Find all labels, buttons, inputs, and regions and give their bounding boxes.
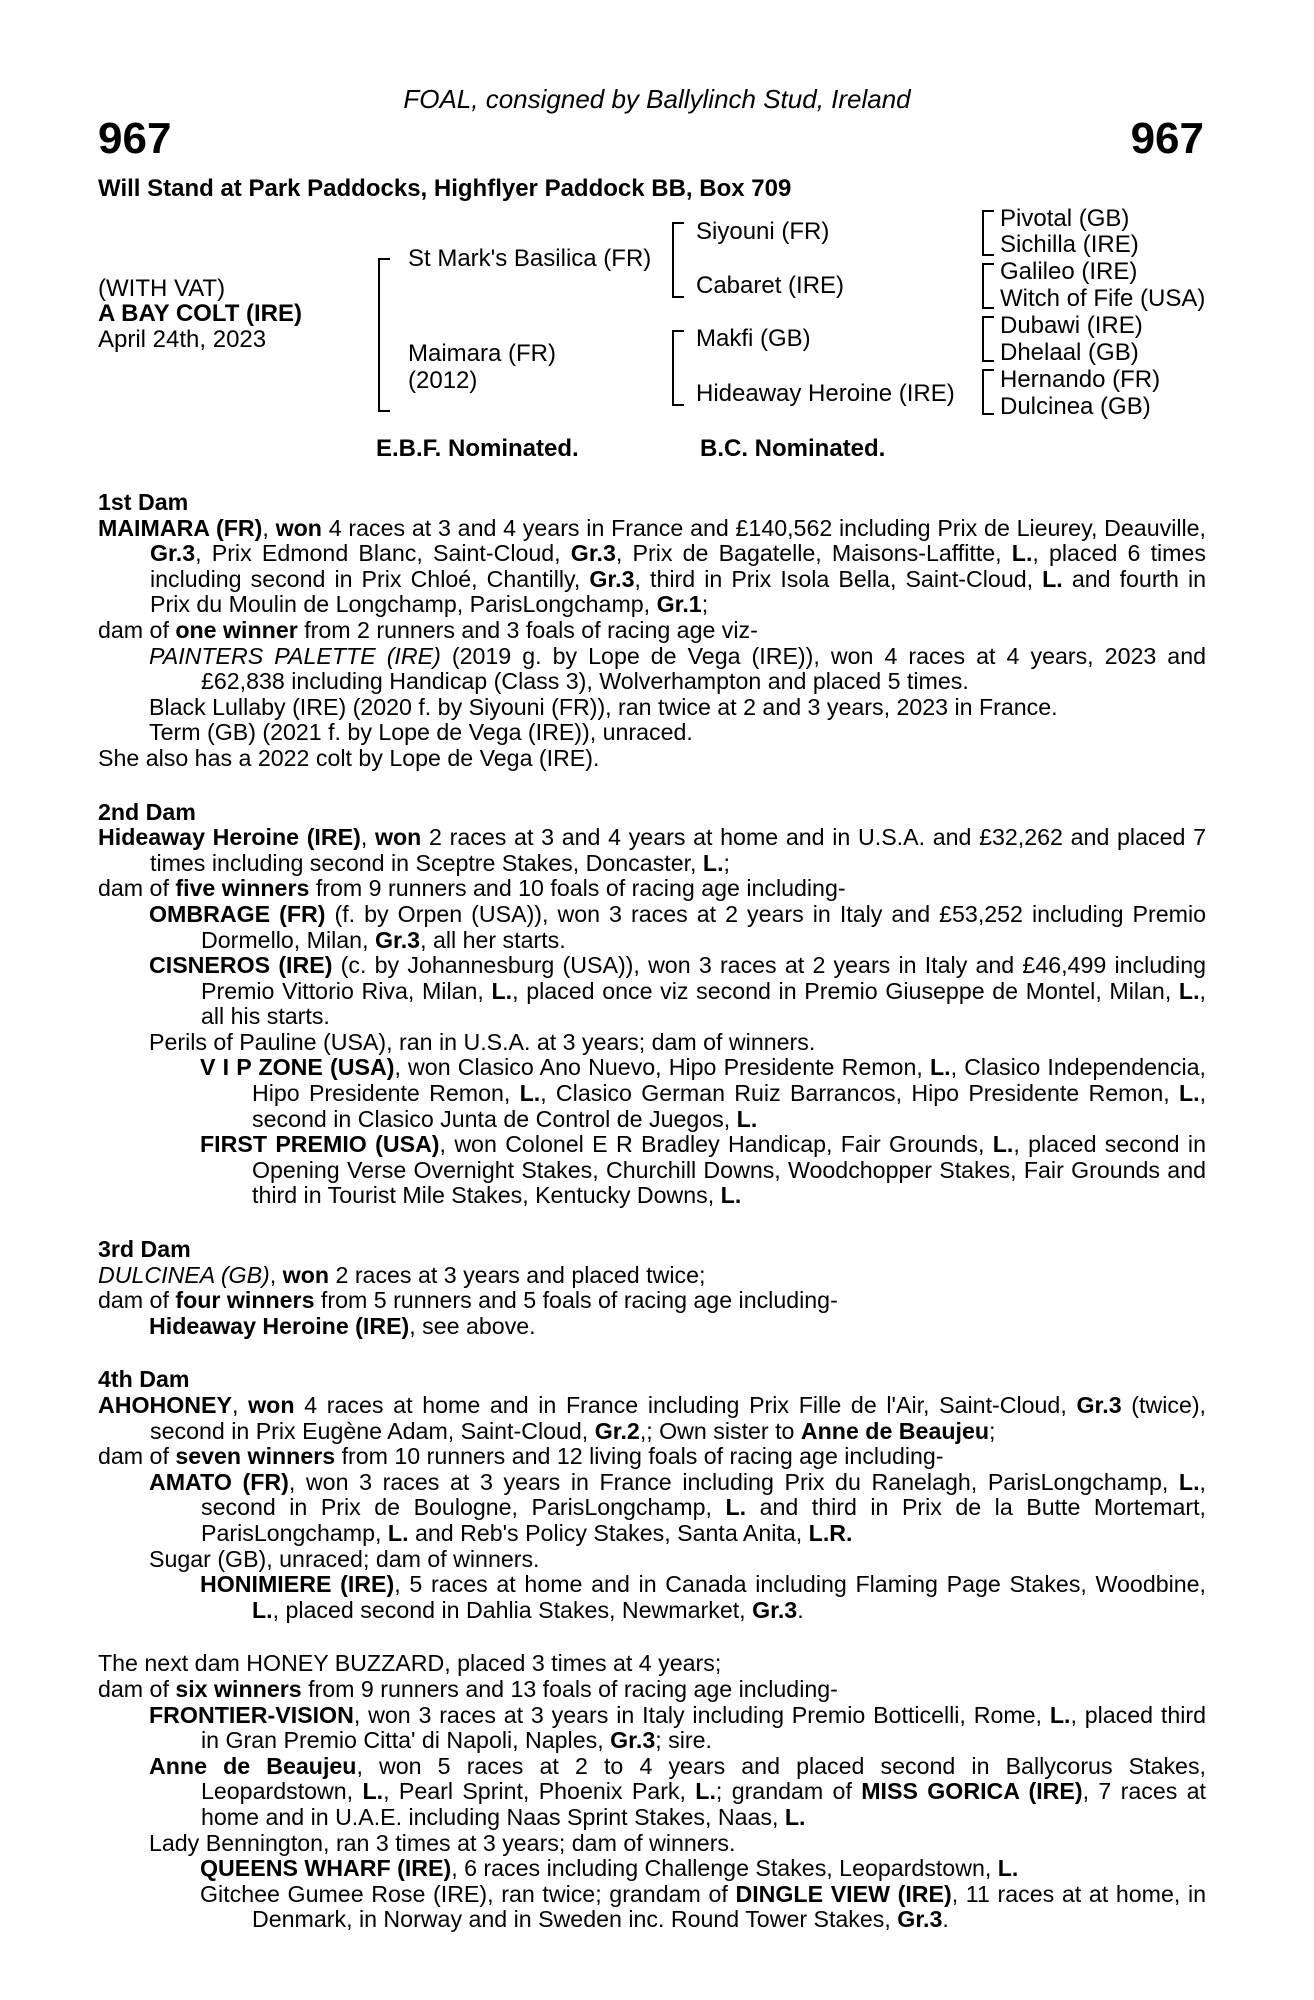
text-run: She also has a 2022 colt by Lope de Vega (IRE). <box>98 744 600 771</box>
catalogue-paragraph <box>98 1470 1206 1547</box>
dam-dam: Hideaway Heroine (IRE) <box>696 380 955 407</box>
catalogue-paragraph <box>98 1754 1206 1831</box>
text-run: from 10 runners and 12 living foals of racing age including- <box>335 1443 944 1470</box>
bold-run: L. <box>992 1131 1014 1158</box>
bold-run: L. <box>695 1778 716 1805</box>
catalogue-paragraph <box>98 1393 1206 1444</box>
text-run: ; <box>723 849 730 876</box>
text-run: (f. by Orpen (USA)), won 3 races at 2 years in Italy and £53,252 including Premio Dormello, Milan, <box>201 900 1206 953</box>
text-run: , placed second in Dahlia Stakes, Newmarket, <box>272 1596 753 1623</box>
catalogue-paragraph <box>98 618 1206 644</box>
consignment-line: FOAL, consigned by Ballylinch Stud, Ireland <box>403 84 911 114</box>
text-run: dam of <box>98 1443 176 1470</box>
dam-year: (2012) <box>408 367 478 394</box>
bold-run: L. <box>1178 977 1200 1004</box>
bold-run: Hideaway Heroine (IRE) <box>149 1312 410 1339</box>
bold-run: FRONTIER-VISION <box>149 1701 354 1728</box>
text-run: 2 races at 3 years and placed twice; <box>329 1261 706 1288</box>
bold-run: L. <box>387 1519 409 1546</box>
catalogue-paragraph <box>98 1055 1206 1132</box>
text-run: from 5 runners and 5 foals of racing age including- <box>314 1287 838 1314</box>
text-run: , won 5 races at 2 to 4 years and placed second in Ballycorus Stakes, Leopardstown, <box>201 1752 1206 1805</box>
text-run: ; sire. <box>655 1727 712 1754</box>
text-run: Perils of Pauline (USA), ran in U.S.A. at 3 years; dam of winners. <box>149 1028 816 1055</box>
text-run: from 9 runners and 13 foals of racing age including- <box>301 1675 838 1702</box>
section-heading: 3rd Dam <box>98 1236 191 1263</box>
catalogue-paragraph <box>98 1547 1206 1573</box>
dam-name: Maimara (FR) <box>408 340 556 367</box>
bold-run: Gr.3 <box>897 1906 943 1933</box>
text-run: , won Clasico Ano Nuevo, Hipo Presidente Remon, <box>394 1054 930 1081</box>
catalogue-paragraph <box>98 1288 1206 1314</box>
bold-run: L. <box>519 1080 541 1107</box>
section-heading: 1st Dam <box>98 489 189 515</box>
lot-number-left: 967 <box>98 114 172 163</box>
text-run: , Clasico Independencia, Hipo Presidente Remon, <box>252 1054 1206 1107</box>
bold-run: AHOHONEY <box>98 1392 232 1418</box>
text-run: , won Colonel E R Bradley Handicap, Fair Grounds, <box>439 1131 993 1158</box>
bold-run: won <box>275 514 322 541</box>
catalogue-paragraph <box>98 1677 1206 1703</box>
text-run: from 9 runners and 10 foals of racing age including- <box>309 875 846 902</box>
sire-name: St Mark's Basilica (FR) <box>408 245 652 272</box>
text-run: Gitchee Gumee Rose (IRE), ran twice; grandam of <box>200 1880 736 1907</box>
bold-run: L. <box>1042 565 1063 592</box>
catalogue-paragraph <box>98 876 1206 902</box>
text-run: , placed once viz second in Premio Giuseppe de Montel, Milan, <box>512 977 1179 1004</box>
catalogue-paragraph <box>98 695 1206 721</box>
catalogue-paragraph <box>98 1882 1206 1933</box>
ebf-nomination: E.B.F. Nominated. <box>376 435 579 462</box>
catalogue-body <box>98 490 1206 1933</box>
text-run: ,; Own sister to <box>639 1417 801 1444</box>
text-run: , <box>232 1392 249 1418</box>
section-heading: 2nd Dam <box>98 798 196 825</box>
sire-dam: Cabaret (IRE) <box>696 272 845 299</box>
catalogue-paragraph <box>98 1856 1206 1882</box>
catalogue-paragraph <box>98 1444 1206 1470</box>
pedigree-brace <box>982 316 994 362</box>
text-run: and third in Prix de la Butte Mortemart, ParisLongchamp, <box>201 1494 1206 1546</box>
text-run: , Pearl Sprint, Phoenix Park, <box>383 1778 696 1805</box>
text-run: Term (GB) (2021 f. by Lope de Vega (IRE)), unraced. <box>149 719 693 746</box>
catalogue-paragraph <box>98 644 1206 695</box>
foaling-date: April 24th, 2023 <box>98 326 267 353</box>
text-run: dam of <box>98 1675 176 1702</box>
text-run: , Clasico German Ruiz Barrancos, Hipo Presidente Remon, <box>540 1080 1179 1107</box>
catalogue-paragraph <box>98 1263 1206 1289</box>
text-run: , see above. <box>409 1312 536 1339</box>
text-run: , won 3 races at 3 years in France including Prix du Ranelagh, ParisLongchamp, <box>288 1468 1179 1495</box>
bold-run: QUEENS WHARF (IRE) <box>200 1855 452 1882</box>
dam-section <box>98 1237 1206 1339</box>
lot-number-right: 967 <box>1130 114 1204 163</box>
bold-run: Gr.3 <box>150 540 196 567</box>
text-run: , placed second in Opening Verse Overnight Stakes, Churchill Downs, Woodchopper Stakes, Fair Grounds and third in Tourist Mile Stakes, Kentucky Downs, <box>252 1131 1206 1209</box>
bold-run: L.R. <box>808 1519 853 1546</box>
bold-run: MAIMARA (FR) <box>98 514 263 541</box>
catalogue-paragraph <box>98 1572 1206 1623</box>
ggp-1: Pivotal (GB) <box>1000 205 1130 232</box>
dam-section <box>98 490 1206 772</box>
text-run: (twice), second in Prix Eugène Adam, Saint-Cloud, <box>150 1392 1206 1444</box>
catalogue-paragraph <box>98 1314 1206 1340</box>
bold-run: one winner <box>175 616 298 643</box>
bold-run: Anne de Beaujeu <box>149 1752 357 1779</box>
bold-run: CISNEROS (IRE) <box>149 952 333 979</box>
bold-run: L. <box>725 1494 747 1521</box>
text-run: The next dam HONEY BUZZARD, placed 3 times at 4 years; <box>98 1650 722 1677</box>
ggp-8: Dulcinea (GB) <box>1000 393 1151 420</box>
pedigree-brace <box>672 330 684 406</box>
ggp-3: Galileo (IRE) <box>1000 258 1138 285</box>
text-run: . <box>797 1596 804 1623</box>
catalogue-paragraph <box>98 1703 1206 1754</box>
bold-run: L. <box>1049 1701 1071 1728</box>
text-run: , won 3 races at 3 years in Italy including Premio Botticelli, Rome, <box>353 1701 1050 1728</box>
text-run: , 6 races including Challenge Stakes, Leopardstown, <box>451 1855 998 1882</box>
catalogue-paragraph <box>98 953 1206 1030</box>
text-run: , 11 races at at home, in Denmark, in Norway and in Sweden inc. Round Tower Stakes, <box>252 1880 1206 1933</box>
text-run: (2019 g. by Lope de Vega (IRE)), won 4 races at 4 years, 2023 and £62,838 including Handicap (Class 3), Wolverhampton and placed 5 times. <box>201 642 1206 695</box>
stabling-location: Will Stand at Park Paddocks, Highflyer Paddock BB, Box 709 <box>98 175 792 202</box>
ggp-6: Dhelaal (GB) <box>1000 339 1139 366</box>
pedigree-brace <box>378 258 390 412</box>
text-run: , placed third in Gran Premio Citta' di Napoli, Naples, <box>201 1701 1207 1754</box>
text-run: , 7 races at home and in U.A.E. including Naas Sprint Stakes, Naas, <box>201 1778 1206 1830</box>
text-run: Sugar (GB), unraced; dam of winners. <box>149 1545 540 1572</box>
catalogue-paragraph <box>98 1132 1206 1209</box>
text-run: , <box>269 1261 283 1288</box>
ggp-7: Hernando (FR) <box>1000 366 1161 393</box>
pedigree-brace <box>982 210 994 256</box>
catalogue-paragraph <box>98 1831 1206 1857</box>
dam-section <box>98 1367 1206 1932</box>
bold-run: L. <box>736 1105 758 1132</box>
dam-sire: Makfi (GB) <box>696 325 811 352</box>
bold-run: L. <box>702 849 724 876</box>
text-run: , all her starts. <box>420 926 566 953</box>
bold-run: L. <box>252 1596 273 1623</box>
vat-note: (WITH VAT) <box>98 275 226 302</box>
bold-run: seven winners <box>175 1443 336 1470</box>
text-run: , Prix Edmond Blanc, Saint-Cloud, <box>195 540 571 567</box>
bold-run: L. <box>362 1778 384 1805</box>
text-run: and Reb's Policy Stakes, Santa Anita, <box>408 1519 809 1546</box>
catalogue-paragraph <box>98 746 1206 772</box>
text-run: , third in Prix Isola Bella, Saint-Cloud, <box>634 565 1043 592</box>
bold-run: MISS GORICA (IRE) <box>861 1778 1083 1805</box>
ggp-5: Dubawi (IRE) <box>1000 312 1143 339</box>
catalogue-paragraph <box>98 1651 1206 1677</box>
bold-run: L. <box>784 1803 806 1830</box>
bold-run: L. <box>1178 1080 1200 1107</box>
bold-run: L. <box>1011 540 1033 567</box>
pedigree-brace <box>672 222 684 298</box>
catalogue-paragraph <box>98 1030 1206 1056</box>
bold-run: Gr.2 <box>594 1417 640 1444</box>
text-run: (c. by Johannesburg (USA)), won 3 races at 2 years in Italy and £46,499 including Premio Vittorio Riva, Milan, <box>201 952 1206 1004</box>
bold-run: L. <box>929 1054 951 1081</box>
bold-run: won <box>374 824 422 851</box>
sire-sire: Siyouni (FR) <box>696 218 830 245</box>
bold-run: V I P ZONE (USA) <box>200 1054 395 1081</box>
bold-run: Gr.3 <box>570 540 616 567</box>
ggp-4: Witch of Fife (USA) <box>1000 285 1206 312</box>
text-run: 2 races at 3 and 4 years at home and in U.S.A. and £32,262 and placed 7 times including second in Sceptre Stakes, Doncaster, <box>150 824 1206 876</box>
bold-run: Gr.3 <box>374 926 421 953</box>
text-run: 4 races at 3 and 4 years in France and £140,562 including Prix de Lieurey, Deauville, <box>321 514 1206 541</box>
text-run: , placed 6 times including second in Prix Chloé, Chantilly, <box>150 540 1206 592</box>
text-run: Black Lullaby (IRE) (2020 f. by Siyouni (FR)), ran twice at 2 and 3 years, 2023 in France. <box>149 693 1058 720</box>
text-run: dam of <box>98 616 176 643</box>
bold-run: Anne de Beaujeu <box>800 1417 990 1444</box>
bold-run: Hideaway Heroine (IRE) <box>98 824 361 851</box>
dam-section <box>98 800 1206 1210</box>
horse-name: A BAY COLT (IRE) <box>98 300 303 327</box>
bold-run: OMBRAGE (FR) <box>149 900 326 927</box>
text-run: from 2 runners and 3 foals of racing age viz- <box>297 616 758 643</box>
catalogue-paragraph <box>98 825 1206 876</box>
text-run: , second in Clasico Junta de Control de Juegos, <box>252 1080 1207 1132</box>
bold-run: L. <box>720 1182 742 1209</box>
bold-run: six winners <box>175 1675 302 1702</box>
text-run: , <box>360 824 375 851</box>
text-run: , 5 races at home and in Canada including Flaming Page Stakes, Woodbine, <box>394 1571 1206 1598</box>
bold-run: won <box>248 1392 295 1418</box>
paragraph-gap <box>98 1623 1206 1651</box>
text-run: Lady Bennington, ran 3 times at 3 years; dam of winners. <box>149 1829 736 1856</box>
bold-run: L. <box>491 977 513 1004</box>
catalogue-paragraph <box>98 516 1206 618</box>
bc-nomination: B.C. Nominated. <box>700 435 886 462</box>
bold-run: five winners <box>175 875 310 902</box>
bold-run: Gr.3 <box>610 1727 656 1754</box>
text-run: dam of <box>98 875 176 902</box>
pedigree-brace <box>982 369 994 415</box>
bold-run: Gr.3 <box>1076 1392 1122 1418</box>
bold-run: Gr.3 <box>752 1596 798 1623</box>
text-run: ; <box>989 1417 996 1444</box>
bold-run: DINGLE VIEW (IRE) <box>735 1880 952 1907</box>
bold-run: four winners <box>175 1287 315 1314</box>
bold-run: L. <box>997 1855 1019 1882</box>
text-run: dam of <box>98 1287 176 1314</box>
catalogue-paragraph <box>98 720 1206 746</box>
bold-run: HONIMIERE (IRE) <box>200 1571 395 1598</box>
bold-run: won <box>282 1261 330 1288</box>
pedigree-brace <box>982 263 994 309</box>
bold-run: Gr.3 <box>589 565 635 592</box>
italic-run: DULCINEA (GB) <box>98 1261 270 1288</box>
text-run: and fourth in Prix du Moulin de Longchamp, ParisLongchamp, <box>150 565 1206 618</box>
text-run: , <box>262 514 276 541</box>
bold-run: Gr.1 <box>656 591 702 618</box>
text-run: 4 races at home and in France including Prix Fille de l'Air, Saint-Cloud, <box>294 1392 1077 1418</box>
bold-run: AMATO (FR) <box>149 1468 289 1495</box>
bold-run: L. <box>1178 1468 1200 1495</box>
text-run: ; <box>701 591 709 618</box>
text-run: , Prix de Bagatelle, Maisons-Laffitte, <box>615 540 1012 567</box>
ggp-2: Sichilla (IRE) <box>1000 231 1139 258</box>
text-run: ; grandam of <box>715 1778 862 1805</box>
italic-run: PAINTERS PALETTE (IRE) <box>149 642 441 669</box>
text-run: , second in Prix de Boulogne, ParisLongchamp, <box>201 1468 1206 1521</box>
text-run: , all his starts. <box>201 977 1206 1030</box>
bold-run: FIRST PREMIO (USA) <box>200 1131 440 1158</box>
section-heading: 4th Dam <box>98 1366 190 1393</box>
catalogue-paragraph <box>98 902 1206 953</box>
text-run: . <box>942 1906 949 1933</box>
